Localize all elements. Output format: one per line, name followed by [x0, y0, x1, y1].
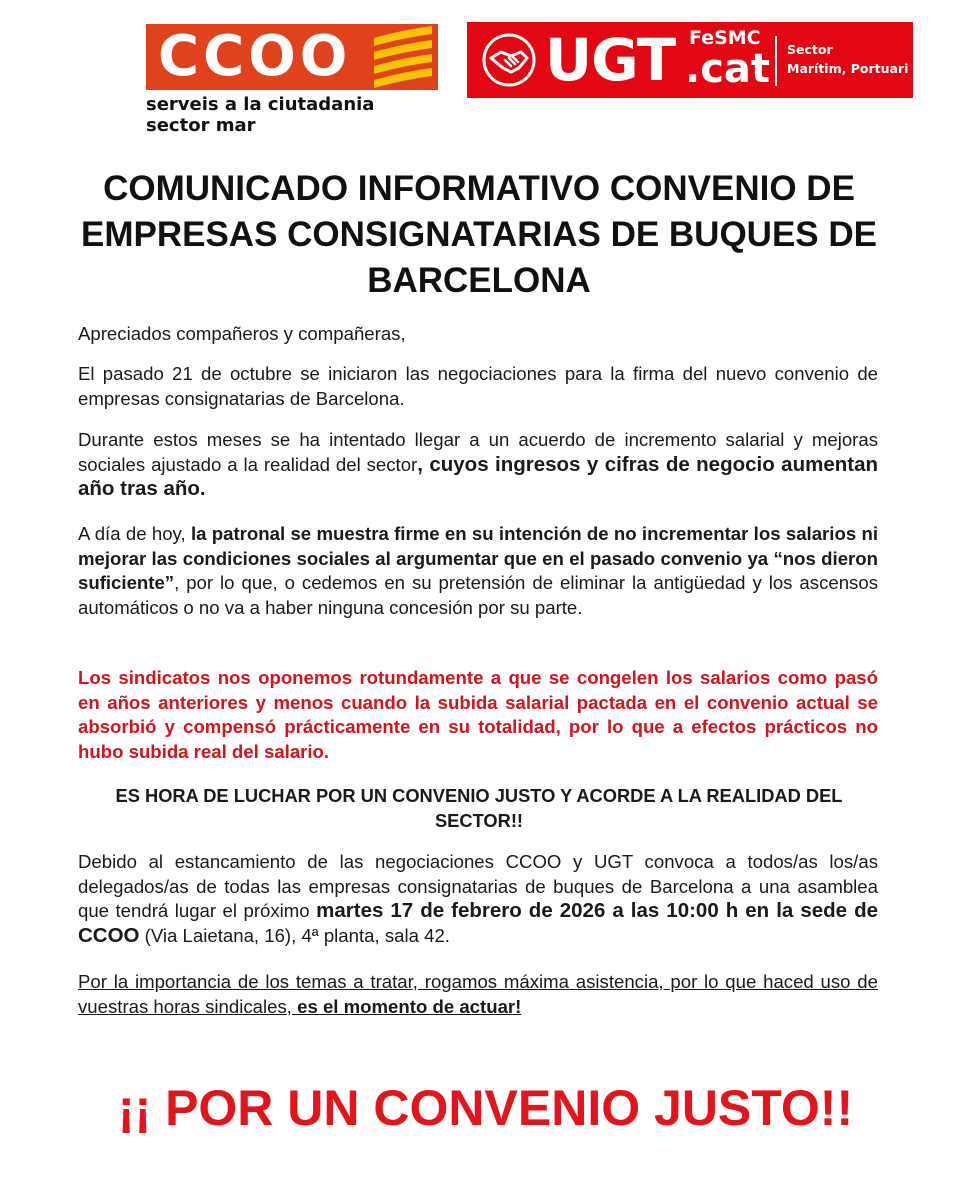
paragraph-assembly-date: martes 17 de febrero de 2026 a las 10:00 h en la sede de CCOO [78, 899, 878, 947]
ccoo-subtitle [146, 94, 374, 136]
ugt-fesmc-label: FeSMC [689, 27, 761, 49]
ccoo-logo [146, 24, 438, 90]
paragraph-attendance-request-bold: es el momento de actuar! [297, 995, 522, 1017]
greeting: Apreciados compañeros y compañeras, [78, 323, 406, 344]
paragraph-negotiation-efforts-text: Durante estos meses se ha intentado llegar a un acuerdo de incremento salarial y mejoras sociales ajustado a la realidad del sector [78, 429, 878, 475]
paragraph-negotiation-efforts-bold: , cuyos ingresos y cifras de negocio aumentan año tras año. [78, 452, 878, 500]
ugt-logo-word: UGT [545, 26, 676, 94]
document-title: COMUNICADO INFORMATIVO CONVENIO DE EMPRESAS CONSIGNATARIAS DE BUQUES DE BARCELONA [80, 169, 877, 300]
ugt-sector-line-2: Marítim, Portuari [787, 61, 909, 76]
paragraph-employer-position-rest: , por lo que, o cedemos en su pretensión de eliminar la antigüedad y los ascensos automáticos o no va a haber ninguna concesión por su parte. [78, 572, 878, 618]
paragraph-negotiation-efforts [78, 428, 878, 502]
paragraph-attendance-request [78, 970, 878, 1019]
ugt-sector-line-1: Sector [787, 42, 833, 57]
paragraph-attendance-request-text: Por la importancia de los temas a tratar, rogamos máxima asistencia, por lo que haced uso de vuestras horas sindicales, [78, 971, 878, 1017]
paragraph-assembly-notice-text: Debido al estancamiento de las negociaciones CCOO y UGT convoca a todos/as los/as delegados/as de todas las empresas consignatarias de buques de Barcelona a una asamblea que tendrá lugar el próximo [78, 851, 878, 921]
paragraph-assembly-notice [78, 850, 878, 948]
paragraph-employer-position-bold: la patronal se muestra firme en su intención de no incrementar los salarios ni mejorar las condiciones sociales al argumentar que en el pasado convenio ya “nos dieron suficiente” [78, 523, 878, 593]
ccoo-logo-text: CCOO [158, 24, 352, 89]
senyera-flag-icon [368, 24, 438, 90]
handshake-icon [481, 32, 537, 88]
paragraph-union-opposition: Los sindicatos nos oponemos rotundamente a que se congelen los salarios como pasó en años anteriores y menos cuando la subida salarial pactada en el convenio actual se absorbió y compensó prácticamente en su totalidad, por lo que a efectos prácticos no hubo subida real del salario. [78, 667, 878, 762]
ugt-sector-label [787, 40, 908, 78]
ugt-divider [775, 36, 777, 86]
slogan: ¡¡ POR UN CONVENIO JUSTO!! [117, 1080, 854, 1136]
ugt-cat-label: .cat [685, 46, 771, 92]
paragraph-employer-position [78, 522, 878, 620]
paragraph-negotiations-start: El pasado 21 de octubre se iniciaron las negociaciones para la firma del nuevo convenio de empresas consignatarias de Barcelona. [78, 363, 878, 409]
ccoo-subtitle-line-1: serveis a la ciutadania [146, 94, 375, 115]
ugt-logo [467, 22, 913, 98]
paragraph-employer-position-intro: A día de hoy, [78, 523, 191, 544]
paragraph-assembly-location: (Via Laietana, 16), 4ª planta, sala 42. [139, 924, 450, 946]
ccoo-subtitle-line-2: sector mar [146, 115, 256, 136]
call-to-action-heading: ES HORA DE LUCHAR POR UN CONVENIO JUSTO Y ACORDE A LA REALIDAD DEL SECTOR!! [115, 785, 843, 831]
